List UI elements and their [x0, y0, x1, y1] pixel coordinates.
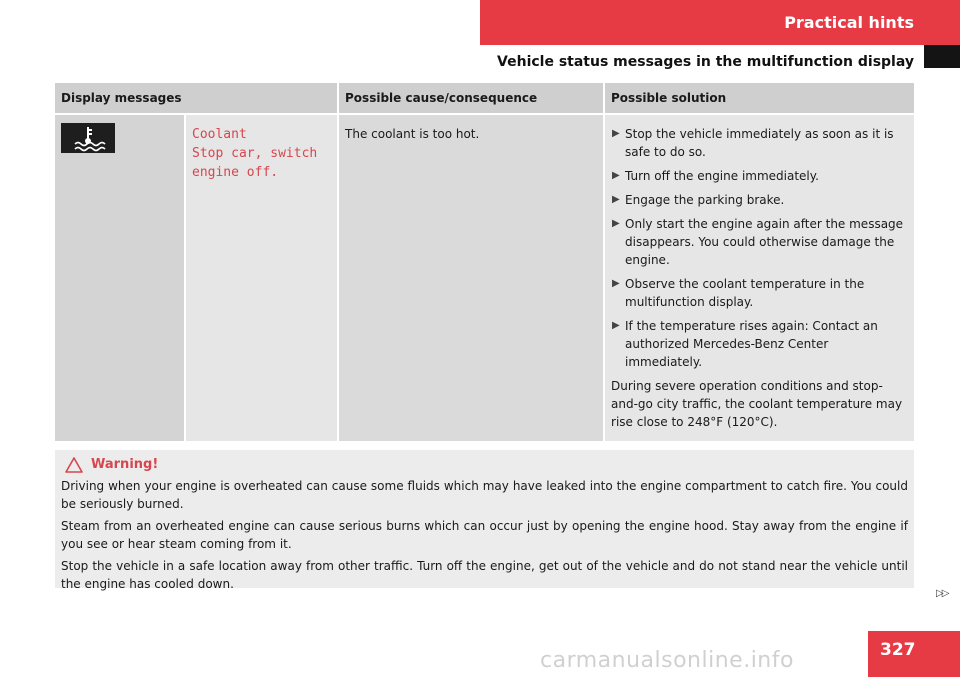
display-message-cell — [184, 115, 337, 441]
list-item: ▶ Turn off the engine immediately. — [612, 169, 819, 183]
coolant-temperature-icon — [61, 123, 115, 153]
warning-paragraph: Stop the vehicle in a safe location away from other traffic. Turn off the engine, get out of the vehicle and do not stand near the vehicle until the engine has cooled down. — [61, 559, 908, 591]
cause-cell — [337, 115, 603, 441]
arrow-right-icon: ▶ — [612, 170, 620, 181]
warning-triangle-icon — [65, 457, 83, 473]
solution-note: During severe operation conditions and stop-and-go city traffic, the coolant temperature may rise close to 248°F (120°C). — [611, 379, 903, 429]
section-title: Practical hints — [784, 13, 914, 32]
table-row — [55, 115, 914, 441]
arrow-right-icon: ▶ — [612, 194, 620, 205]
watermark: carmanualsonline.info — [540, 648, 794, 673]
column-header-display: Display messages — [55, 83, 337, 115]
page-subtitle: Vehicle status messages in the multifunction display — [497, 54, 914, 70]
list-item: ▶ Observe the coolant temperature in the multifunction display. — [612, 277, 865, 309]
list-item: ▶ Only start the engine again after the message disappears. You could otherwise damage the engine. — [612, 217, 904, 267]
warning-box — [55, 450, 914, 591]
warning-paragraph: Steam from an overheated engine can cause serious burns which can occur just by opening the engine hood. Stay away from the engine if you see or hear steam coming from it. — [61, 519, 908, 551]
table-header-row — [55, 83, 914, 115]
display-message-text: Coolant Stop car, switch engine off. — [192, 127, 318, 180]
solution-cell — [603, 115, 914, 441]
list-item: ▶ If the temperature rises again: Contact an authorized Mercedes-Benz Center immediately. — [612, 319, 878, 369]
warning-header — [61, 455, 908, 475]
list-item: ▶ Engage the parking brake. — [612, 193, 785, 207]
warning-paragraph: Driving when your engine is overheated can cause some fluids which may have leaked into the engine compartment to catch fire. You could be seriously burned. — [61, 479, 908, 511]
icon-cell — [55, 115, 184, 441]
page-number: 327 — [868, 631, 960, 677]
corner-block — [924, 45, 960, 68]
arrow-right-icon: ▶ — [612, 128, 620, 139]
arrow-right-icon: ▶ — [612, 320, 620, 331]
arrow-right-icon: ▶ — [612, 278, 620, 289]
list-item: ▶ Stop the vehicle immediately as soon as it is safe to do so. — [612, 127, 894, 159]
status-messages-table — [55, 83, 914, 441]
column-header-solution: Possible solution — [603, 83, 914, 115]
solution-list — [611, 125, 908, 371]
arrow-right-icon: ▶ — [612, 218, 620, 229]
column-header-cause: Possible cause/consequence — [337, 83, 603, 115]
warning-title: Warning! — [91, 457, 159, 472]
section-tab — [480, 0, 960, 45]
cause-text: The coolant is too hot. — [345, 127, 480, 141]
continue-arrow-icon: ▷▷ — [936, 588, 948, 599]
